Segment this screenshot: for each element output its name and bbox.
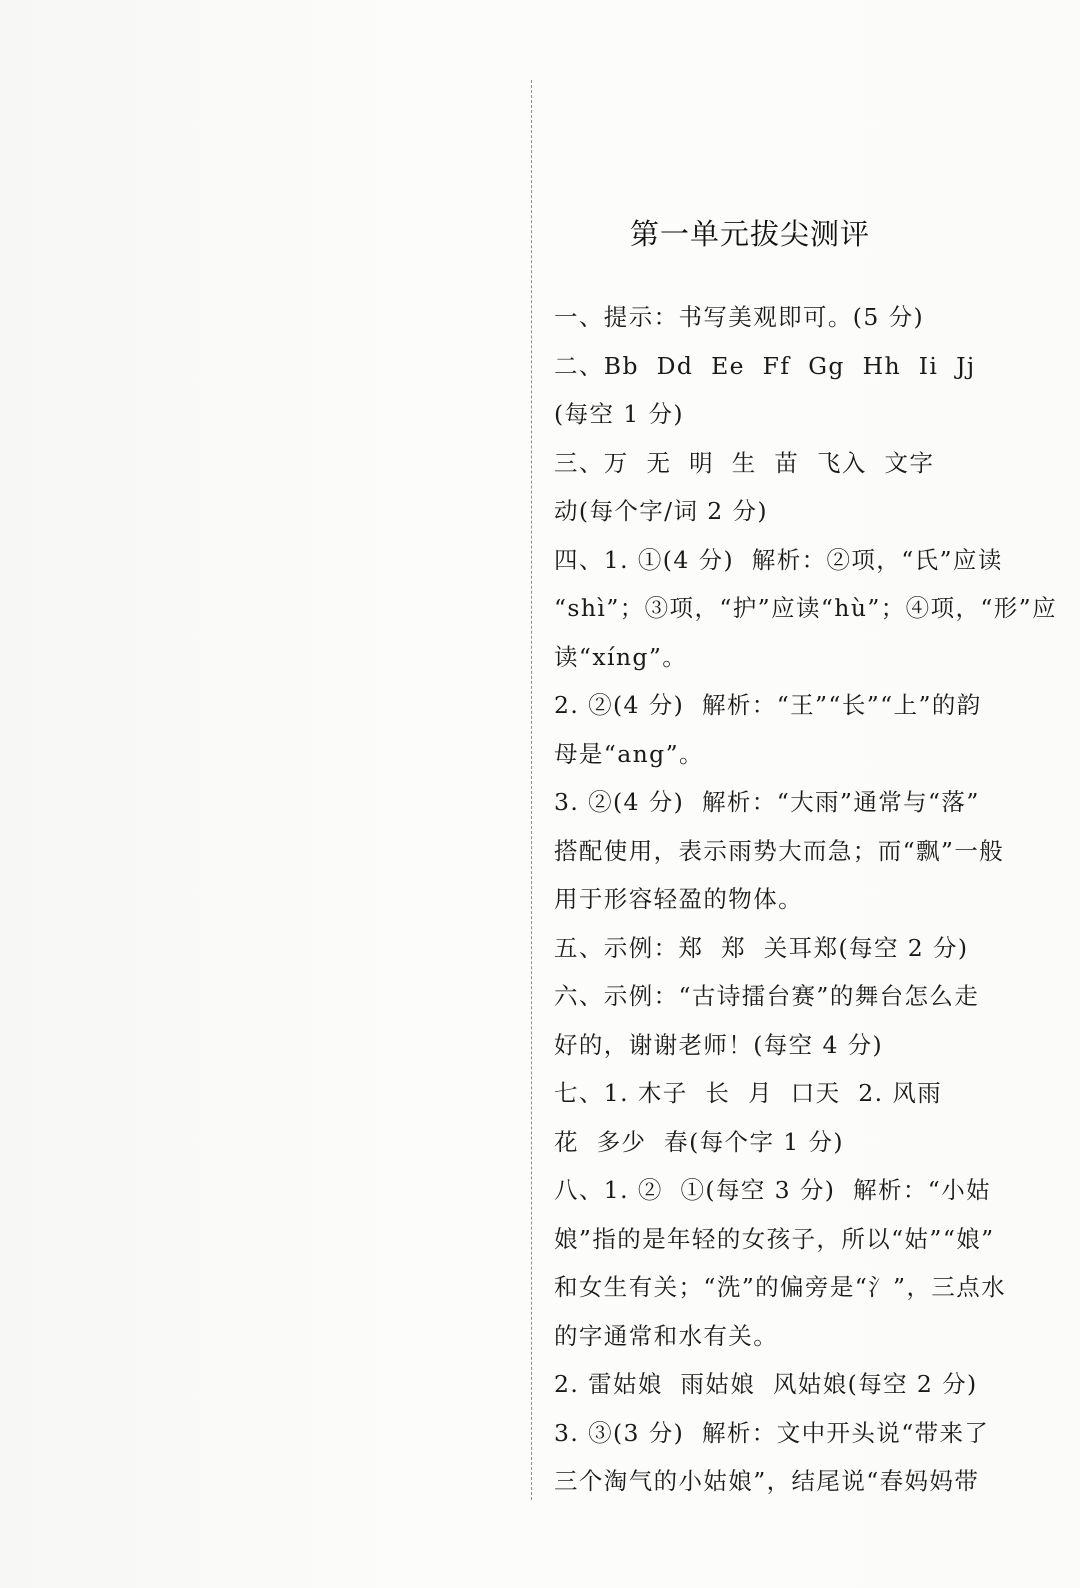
answer-line: 2. ②(4 分) 解析：“王”“长”“上”的韵 bbox=[554, 691, 982, 719]
answer-line: 搭配使用，表示雨势大而急；而“飘”一般 bbox=[554, 836, 1005, 865]
answer-line: (每空 1 分) bbox=[554, 400, 684, 428]
answer-line: 和女生有关；“洗”的偏旁是“氵”，三点水 bbox=[554, 1273, 1007, 1301]
answer-line: 三、万 无 明 生 苗 飞入 文字 bbox=[554, 448, 935, 477]
answer-line: 3. ③(3 分) 解析：文中开头说“带来了 bbox=[554, 1418, 990, 1447]
page-title: 第一单元拔尖测评 bbox=[629, 217, 870, 251]
page-fold-divider bbox=[531, 80, 532, 1500]
answer-line: 六、示例：“古诗擂台赛”的舞台怎么走 bbox=[554, 982, 980, 1010]
answer-line: 动(每个字/词 2 分) bbox=[554, 497, 768, 525]
answer-line: 用于形容轻盈的物体。 bbox=[554, 885, 803, 913]
answer-line: 三个淘气的小姑娘”，结尾说“春妈妈带 bbox=[554, 1467, 980, 1495]
answer-line: 好的，谢谢老师！(每空 4 分) bbox=[554, 1030, 884, 1059]
answer-line: 2. 雷姑娘 雨姑娘 风姑娘(每空 2 分) bbox=[554, 1370, 978, 1398]
answer-line: 读“xíng”。 bbox=[554, 642, 688, 671]
answer-line: 二、Bb Dd Ee Ff Gg Hh Ii Jj bbox=[554, 351, 976, 380]
answer-line: 四、1. ①(4 分) 解析：②项，“氏”应读 bbox=[554, 545, 1003, 574]
answer-line: 花 多少 春(每个字 1 分) bbox=[554, 1127, 844, 1156]
answer-text bbox=[554, 293, 1057, 1506]
answer-line: “shì”；③项，“护”应读“hù”；④项，“形”应 bbox=[554, 594, 1057, 622]
answer-line: 七、1. 木子 长 月 口天 2. 风雨 bbox=[554, 1079, 943, 1107]
answer-line: 一、提示：书写美观即可。(5 分) bbox=[554, 303, 925, 331]
answer-line: 五、示例：郑 郑 关耳郑(每空 2 分) bbox=[554, 933, 969, 962]
answer-line: 娘”指的是年轻的女孩子，所以“姑”“娘” bbox=[554, 1224, 995, 1253]
answer-line: 八、1. ② ①(每空 3 分) 解析：“小姑 bbox=[554, 1176, 992, 1204]
answer-line: 的字通常和水有关。 bbox=[554, 1321, 779, 1350]
answer-line: 母是“ang”。 bbox=[554, 739, 704, 768]
answer-line: 3. ②(4 分) 解析：“大雨”通常与“落” bbox=[554, 788, 980, 816]
